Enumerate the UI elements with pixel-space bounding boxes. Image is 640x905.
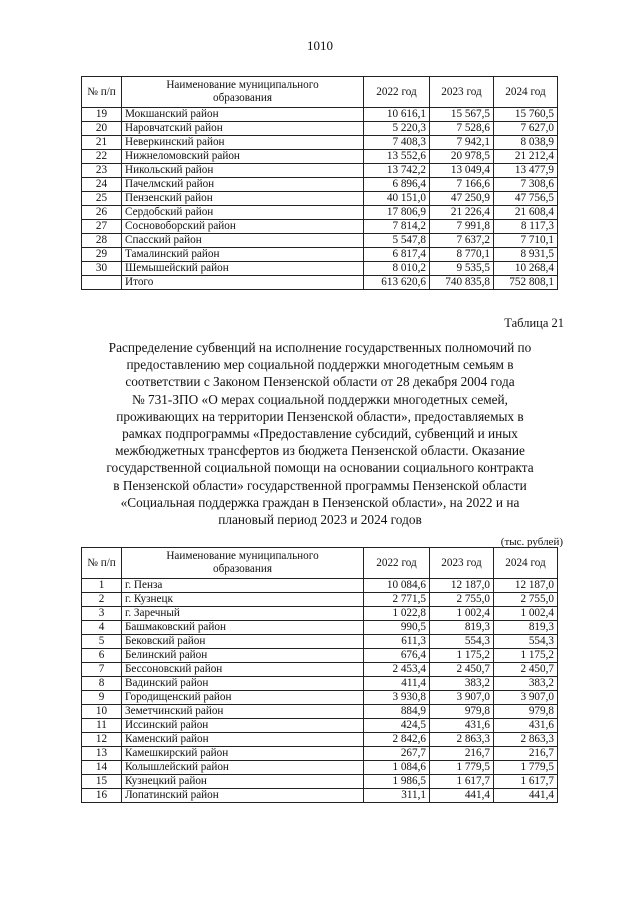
row-value-2023: 47 250,9 xyxy=(430,192,494,206)
row-name: Спасский район xyxy=(122,234,364,248)
row-name: Неверкинский район xyxy=(122,136,364,150)
row-number: 1 xyxy=(82,579,122,593)
table-row xyxy=(82,677,558,691)
row-number: 21 xyxy=(82,136,122,150)
row-value-2022: 6 817,4 xyxy=(364,248,430,262)
table-title xyxy=(72,339,568,528)
title-line: государственной социальной помощи на основании социального контракта xyxy=(106,460,534,476)
table-row xyxy=(82,178,558,192)
row-name: Тамалинский район xyxy=(122,248,364,262)
row-name: Кузнецкий район xyxy=(122,775,364,789)
row-value-2022: 424,5 xyxy=(364,719,430,733)
row-value-2022: 676,4 xyxy=(364,649,430,663)
row-name: Иссинский район xyxy=(122,719,364,733)
row-name: Колышлейский район xyxy=(122,761,364,775)
row-number: 5 xyxy=(82,635,122,649)
row-value-2022: 1 022,8 xyxy=(364,607,430,621)
row-value-2024: 383,2 xyxy=(494,677,558,691)
row-value-2022: 2 771,5 xyxy=(364,593,430,607)
table-row xyxy=(82,220,558,234)
row-value-2023: 1 175,2 xyxy=(430,649,494,663)
row-value-2024: 13 477,9 xyxy=(494,164,558,178)
row-value-2024: 819,3 xyxy=(494,621,558,635)
col-header-name: Наименование муниципального образования xyxy=(122,548,364,579)
row-value-2023: 431,6 xyxy=(430,719,494,733)
table-row xyxy=(82,649,558,663)
row-value-2022: 1 084,6 xyxy=(364,761,430,775)
row-value-2022: 2 453,4 xyxy=(364,663,430,677)
row-value-2023: 12 187,0 xyxy=(430,579,494,593)
row-value-2024: 12 187,0 xyxy=(494,579,558,593)
row-value-2024: 1 002,4 xyxy=(494,607,558,621)
row-number: 29 xyxy=(82,248,122,262)
row-value-2022: 2 842,6 xyxy=(364,733,430,747)
row-value-2023: 8 770,1 xyxy=(430,248,494,262)
row-number: 28 xyxy=(82,234,122,248)
table-row xyxy=(82,635,558,649)
row-number: 26 xyxy=(82,206,122,220)
row-value-2023: 7 166,6 xyxy=(430,178,494,192)
table-row xyxy=(82,192,558,206)
col-header-2023: 2023 год xyxy=(430,77,494,108)
table-row xyxy=(82,705,558,719)
col-header-name: Наименование муниципального образования xyxy=(122,77,364,108)
row-value-2022: 1 986,5 xyxy=(364,775,430,789)
table-row xyxy=(82,593,558,607)
table-row xyxy=(82,747,558,761)
row-value-2023: 13 049,4 xyxy=(430,164,494,178)
row-value-2024: 752 808,1 xyxy=(494,276,558,290)
row-value-2023: 216,7 xyxy=(430,747,494,761)
row-value-2023: 2 755,0 xyxy=(430,593,494,607)
row-value-2024: 979,8 xyxy=(494,705,558,719)
col-header-num: № п/п xyxy=(82,77,122,108)
row-name: Башмаковский район xyxy=(122,621,364,635)
row-value-2024: 7 308,6 xyxy=(494,178,558,192)
row-number: 13 xyxy=(82,747,122,761)
row-number: 2 xyxy=(82,593,122,607)
row-name: г. Кузнецк xyxy=(122,593,364,607)
row-value-2023: 554,3 xyxy=(430,635,494,649)
row-value-2022: 40 151,0 xyxy=(364,192,430,206)
table-row xyxy=(82,719,558,733)
row-name: Белинский район xyxy=(122,649,364,663)
row-value-2024: 7 710,1 xyxy=(494,234,558,248)
row-value-2023: 7 942,1 xyxy=(430,136,494,150)
row-value-2024: 8 038,9 xyxy=(494,136,558,150)
row-number: 4 xyxy=(82,621,122,635)
title-line: в Пензенской области» государственной программы Пензенской области xyxy=(113,477,527,493)
row-value-2023: 7 991,8 xyxy=(430,220,494,234)
table-row xyxy=(82,775,558,789)
table-row xyxy=(82,276,558,290)
row-value-2023: 1 002,4 xyxy=(430,607,494,621)
row-value-2024: 1 175,2 xyxy=(494,649,558,663)
row-value-2023: 2 450,7 xyxy=(430,663,494,677)
table-row xyxy=(82,164,558,178)
row-name: г. Пенза xyxy=(122,579,364,593)
row-value-2022: 3 930,8 xyxy=(364,691,430,705)
col-header-2023: 2023 год xyxy=(430,548,494,579)
row-number: 7 xyxy=(82,663,122,677)
row-name: Пензенский район xyxy=(122,192,364,206)
row-name: Городищенский район xyxy=(122,691,364,705)
row-value-2024: 441,4 xyxy=(494,789,558,803)
row-number: 25 xyxy=(82,192,122,206)
table-row xyxy=(82,761,558,775)
row-name: Земетчинский район xyxy=(122,705,364,719)
row-number: 24 xyxy=(82,178,122,192)
row-value-2024: 2 450,7 xyxy=(494,663,558,677)
row-value-2024: 431,6 xyxy=(494,719,558,733)
row-value-2022: 10 616,1 xyxy=(364,108,430,122)
row-value-2022: 5 220,3 xyxy=(364,122,430,136)
col-header-2022: 2022 год xyxy=(364,548,430,579)
table-label: Таблица 21 xyxy=(504,316,564,330)
title-line: проживающих на территории Пензенской области», предоставляемых в xyxy=(116,408,524,424)
table-row xyxy=(82,248,558,262)
row-name: Бессоновский район xyxy=(122,663,364,677)
table-row xyxy=(82,122,558,136)
row-number: 9 xyxy=(82,691,122,705)
row-name: Итого xyxy=(122,276,364,290)
row-number xyxy=(82,276,122,290)
row-name: Наровчатский район xyxy=(122,122,364,136)
row-value-2023: 15 567,5 xyxy=(430,108,494,122)
table-row xyxy=(82,108,558,122)
row-value-2023: 20 978,5 xyxy=(430,150,494,164)
row-value-2022: 311,1 xyxy=(364,789,430,803)
title-line: № 731-ЗПО «О мерах социальной поддержки многодетных семей, xyxy=(131,391,509,407)
row-value-2023: 7 637,2 xyxy=(430,234,494,248)
row-value-2022: 7 814,2 xyxy=(364,220,430,234)
row-value-2024: 554,3 xyxy=(494,635,558,649)
table-row xyxy=(82,663,558,677)
row-number: 10 xyxy=(82,705,122,719)
row-value-2022: 990,5 xyxy=(364,621,430,635)
row-value-2024: 8 117,3 xyxy=(494,220,558,234)
table-row xyxy=(82,579,558,593)
col-header-2022: 2022 год xyxy=(364,77,430,108)
row-name: Камешкирский район xyxy=(122,747,364,761)
table-lower xyxy=(81,547,558,803)
row-number: 20 xyxy=(82,122,122,136)
row-value-2022: 5 547,8 xyxy=(364,234,430,248)
row-value-2022: 267,7 xyxy=(364,747,430,761)
row-number: 27 xyxy=(82,220,122,234)
title-line: предоставлению мер социальной поддержки многодетным семьям в xyxy=(126,357,514,373)
units-label: (тыс. рублей) xyxy=(500,536,563,548)
row-name: Вадинский район xyxy=(122,677,364,691)
row-value-2023: 1 617,7 xyxy=(430,775,494,789)
row-value-2022: 10 084,6 xyxy=(364,579,430,593)
title-line: рамках подпрограммы «Предоставление субсидий, субвенций и иных xyxy=(122,426,518,442)
row-value-2023: 21 226,4 xyxy=(430,206,494,220)
table-row xyxy=(82,789,558,803)
row-value-2023: 9 535,5 xyxy=(430,262,494,276)
row-value-2022: 884,9 xyxy=(364,705,430,719)
page-number: 1010 xyxy=(307,38,333,53)
row-value-2023: 2 863,3 xyxy=(430,733,494,747)
row-value-2022: 6 896,4 xyxy=(364,178,430,192)
row-value-2024: 1 617,7 xyxy=(494,775,558,789)
row-number: 12 xyxy=(82,733,122,747)
row-number: 8 xyxy=(82,677,122,691)
row-name: Сосновоборский район xyxy=(122,220,364,234)
title-line: Распределение субвенций на исполнение государственных полномочий по xyxy=(108,340,532,355)
row-value-2023: 1 779,5 xyxy=(430,761,494,775)
row-value-2023: 7 528,6 xyxy=(430,122,494,136)
table-upper xyxy=(81,76,558,290)
row-value-2022: 13 742,2 xyxy=(364,164,430,178)
row-name: Мокшанский район xyxy=(122,108,364,122)
table-row xyxy=(82,691,558,705)
table-row xyxy=(82,607,558,621)
title-line: межбюджетных трансфертов из бюджета Пензенской области. Оказание xyxy=(115,443,525,459)
row-value-2024: 3 907,0 xyxy=(494,691,558,705)
row-value-2024: 216,7 xyxy=(494,747,558,761)
row-value-2023: 819,3 xyxy=(430,621,494,635)
row-value-2024: 21 212,4 xyxy=(494,150,558,164)
row-value-2022: 7 408,3 xyxy=(364,136,430,150)
row-value-2024: 21 608,4 xyxy=(494,206,558,220)
row-name: Нижнеломовский район xyxy=(122,150,364,164)
col-header-2024: 2024 год xyxy=(494,548,558,579)
row-value-2024: 1 779,5 xyxy=(494,761,558,775)
row-number: 22 xyxy=(82,150,122,164)
row-number: 6 xyxy=(82,649,122,663)
row-name: Каменский район xyxy=(122,733,364,747)
row-name: Никольский район xyxy=(122,164,364,178)
table-row xyxy=(82,206,558,220)
row-value-2024: 47 756,5 xyxy=(494,192,558,206)
row-value-2022: 13 552,6 xyxy=(364,150,430,164)
table-row xyxy=(82,262,558,276)
row-value-2022: 611,3 xyxy=(364,635,430,649)
row-number: 11 xyxy=(82,719,122,733)
row-name: Лопатинский район xyxy=(122,789,364,803)
row-value-2024: 2 863,3 xyxy=(494,733,558,747)
title-line: плановый период 2023 и 2024 годов xyxy=(218,512,422,528)
title-line: «Социальная поддержка граждан в Пензенской области», на 2022 и на xyxy=(120,494,520,510)
row-value-2023: 383,2 xyxy=(430,677,494,691)
row-value-2023: 740 835,8 xyxy=(430,276,494,290)
row-name: Шемышейский район xyxy=(122,262,364,276)
row-number: 16 xyxy=(82,789,122,803)
row-value-2022: 17 806,9 xyxy=(364,206,430,220)
col-header-2024: 2024 год xyxy=(494,77,558,108)
row-name: Сердобский район xyxy=(122,206,364,220)
row-value-2024: 15 760,5 xyxy=(494,108,558,122)
row-value-2024: 8 931,5 xyxy=(494,248,558,262)
table-row xyxy=(82,136,558,150)
row-name: г. Заречный xyxy=(122,607,364,621)
row-number: 23 xyxy=(82,164,122,178)
title-line: соответствии с Законом Пензенской области от 28 декабря 2004 года xyxy=(125,374,515,390)
row-name: Бековский район xyxy=(122,635,364,649)
row-name: Пачелмский район xyxy=(122,178,364,192)
table-row xyxy=(82,621,558,635)
row-number: 19 xyxy=(82,108,122,122)
table-row xyxy=(82,234,558,248)
row-value-2024: 7 627,0 xyxy=(494,122,558,136)
row-value-2024: 10 268,4 xyxy=(494,262,558,276)
row-value-2022: 613 620,6 xyxy=(364,276,430,290)
table-row xyxy=(82,733,558,747)
row-value-2023: 441,4 xyxy=(430,789,494,803)
row-value-2024: 2 755,0 xyxy=(494,593,558,607)
row-value-2022: 8 010,2 xyxy=(364,262,430,276)
row-number: 3 xyxy=(82,607,122,621)
col-header-num: № п/п xyxy=(82,548,122,579)
table-row xyxy=(82,150,558,164)
row-value-2023: 979,8 xyxy=(430,705,494,719)
row-value-2023: 3 907,0 xyxy=(430,691,494,705)
row-number: 30 xyxy=(82,262,122,276)
row-number: 14 xyxy=(82,761,122,775)
row-number: 15 xyxy=(82,775,122,789)
row-value-2022: 411,4 xyxy=(364,677,430,691)
